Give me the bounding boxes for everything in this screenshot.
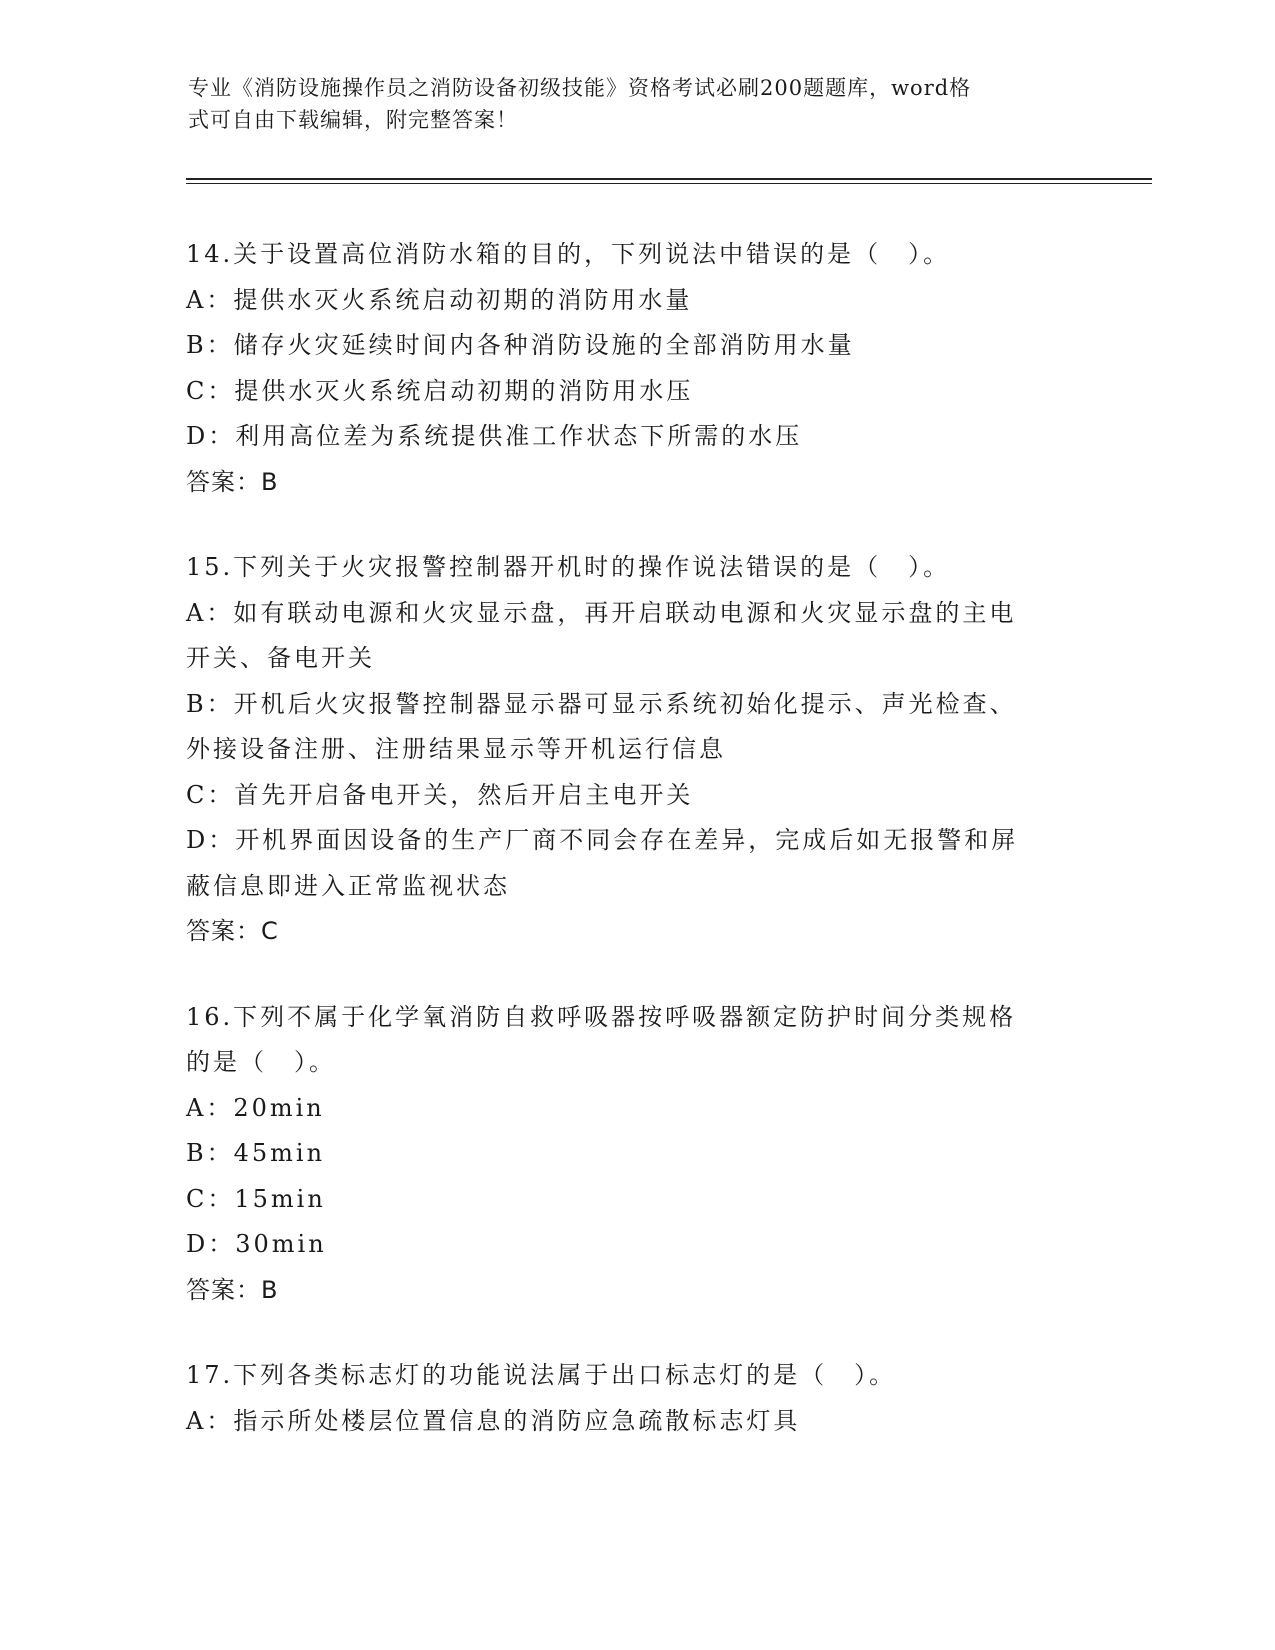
header-divider-thin [186, 183, 1152, 184]
answer-line: 答案：B [186, 467, 279, 496]
option-c: C：首先开启备电开关，然后开启主电开关 [186, 780, 694, 809]
question-stem: 17.下列各类标志灯的功能说法属于出口标志灯的是（ ）。 [186, 1361, 897, 1389]
option-c: C：15min [186, 1184, 326, 1213]
option-a: A：指示所处楼层位置信息的消防应急疏散标志灯具 [186, 1406, 801, 1435]
document-header [188, 72, 1068, 136]
question-stem-continued: 的是（ ）。 [186, 1048, 336, 1076]
option-a-continued: 开关、备电开关 [186, 644, 375, 672]
option-c: C：提供水灭火系统启动初期的消防用水压 [186, 376, 694, 405]
question-16 [186, 995, 1086, 1314]
option-a: A：提供水灭火系统启动初期的消防用水量 [186, 285, 693, 314]
question-15 [186, 545, 1086, 955]
question-stem: 15.下列关于火灾报警控制器开机时的操作说法错误的是（ ）。 [186, 553, 951, 581]
option-a: A：如有联动电源和火灾显示盘，再开启联动电源和火灾显示盘的主电 [186, 598, 1017, 627]
option-d: D：30min [186, 1230, 327, 1258]
answer-line: 答案：C [186, 917, 279, 945]
option-b-continued: 外接设备注册、注册结果显示等开机运行信息 [186, 735, 726, 763]
header-divider-thick [186, 178, 1152, 180]
question-list [186, 232, 1086, 1484]
question-17 [186, 1353, 1086, 1444]
option-a: A：20min [186, 1093, 325, 1122]
option-d: D：开机界面因设备的生产厂商不同会存在差异，完成后如无报警和屏 [186, 826, 1019, 854]
answer-line: 答案：B [186, 1275, 279, 1304]
option-b: B：开机后火灾报警控制器显示器可显示系统初始化提示、声光检查、 [186, 689, 1017, 718]
header-line-1: 专业《消防设施操作员之消防设备初级技能》资格考试必刷200题题库，word格 [188, 76, 972, 100]
option-d-continued: 蔽信息即进入正常监视状态 [186, 871, 510, 900]
option-b: B：45min [186, 1139, 326, 1167]
header-line-2: 式可自由下载编辑，附完整答案！ [188, 108, 518, 132]
question-stem: 14.关于设置高位消防水箱的目的，下列说法中错误的是（ ）。 [186, 240, 951, 268]
question-stem: 16.下列不属于化学氧消防自救呼吸器按呼吸器额定防护时间分类规格 [186, 1002, 1017, 1031]
option-d: D：利用高位差为系统提供准工作状态下所需的水压 [186, 422, 803, 450]
question-14 [186, 232, 1086, 505]
option-b: B：储存火灾延续时间内各种消防设施的全部消防用水量 [186, 331, 855, 359]
